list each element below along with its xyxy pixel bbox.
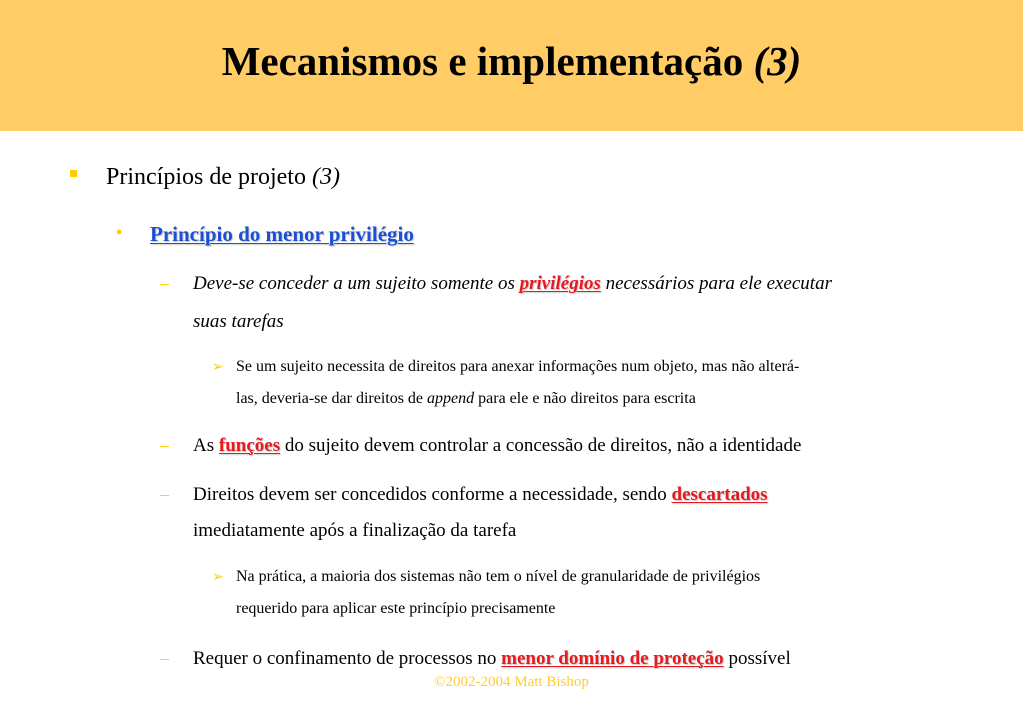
copyright-footer: ©2002-2004 Matt Bishop (434, 674, 589, 690)
l1-italic: (3) (311, 164, 340, 190)
item1-line1 (193, 273, 832, 295)
dash-bullet-icon: – (160, 648, 169, 668)
sub2-line1: Na prática, a maioria dos sistemas não tem o nível de granularidade de privilégios (236, 568, 761, 585)
l2-heading: Princípio do menor privilégio (150, 222, 414, 246)
item3-line1 (193, 484, 768, 506)
dash-bullet-icon: – (160, 484, 169, 504)
item1-text-a: Deve-se conceder a um sujeito somente os (193, 273, 520, 294)
dash-bullet-icon: – (160, 435, 169, 455)
title-italic: (3) (753, 38, 802, 84)
sub1-text-a: las, deveria-se dar direitos de (236, 390, 428, 407)
arrow-bullet-icon: ➢ (212, 360, 224, 375)
l1-text: Princípios de projeto (106, 164, 312, 190)
item2-text-b: do sujeito devem controlar a concessão de direitos, não a identidade (280, 435, 802, 456)
item3-highlight: descartados (671, 484, 768, 505)
item2-text-a: As (193, 435, 219, 456)
title-main: Mecanismos e implementação (221, 38, 744, 84)
sub1-text-b: para ele e não direitos para escrita (474, 390, 696, 407)
bullet-level2 (150, 222, 414, 247)
item4-highlight: menor domínio de proteção (501, 648, 724, 669)
item2-highlight: funções (218, 435, 281, 456)
item4-text-a: Requer o confinamento de processos no (193, 648, 502, 669)
item4-line (193, 648, 791, 670)
item2-line (193, 435, 801, 457)
arrow-bullet-icon: ➢ (212, 570, 224, 585)
sub1-line1: Se um sujeito necessita de direitos para anexar informações num objeto, mas não alterá- (236, 358, 800, 375)
item3-line2: imediatamente após a finalização da tarefa (193, 520, 517, 541)
item1-highlight: privilégios (519, 273, 601, 294)
bullet-level1 (106, 164, 340, 191)
sub1-italic: append (427, 390, 475, 407)
item1-line2: suas tarefas (193, 311, 284, 332)
item3-text-a: Direitos devem ser concedidos conforme a necessidade, sendo (193, 484, 672, 505)
item4-text-b: possível (723, 648, 791, 669)
sub1-line2 (236, 390, 696, 408)
sub2-line2: requerido para aplicar este princípio precisamente (236, 600, 556, 617)
item1-text-b: necessários para ele executar (600, 273, 832, 294)
square-bullet-icon (70, 170, 77, 177)
dash-bullet-icon: – (160, 273, 169, 293)
dot-bullet-icon: • (116, 222, 123, 242)
slide-title (0, 38, 1023, 85)
